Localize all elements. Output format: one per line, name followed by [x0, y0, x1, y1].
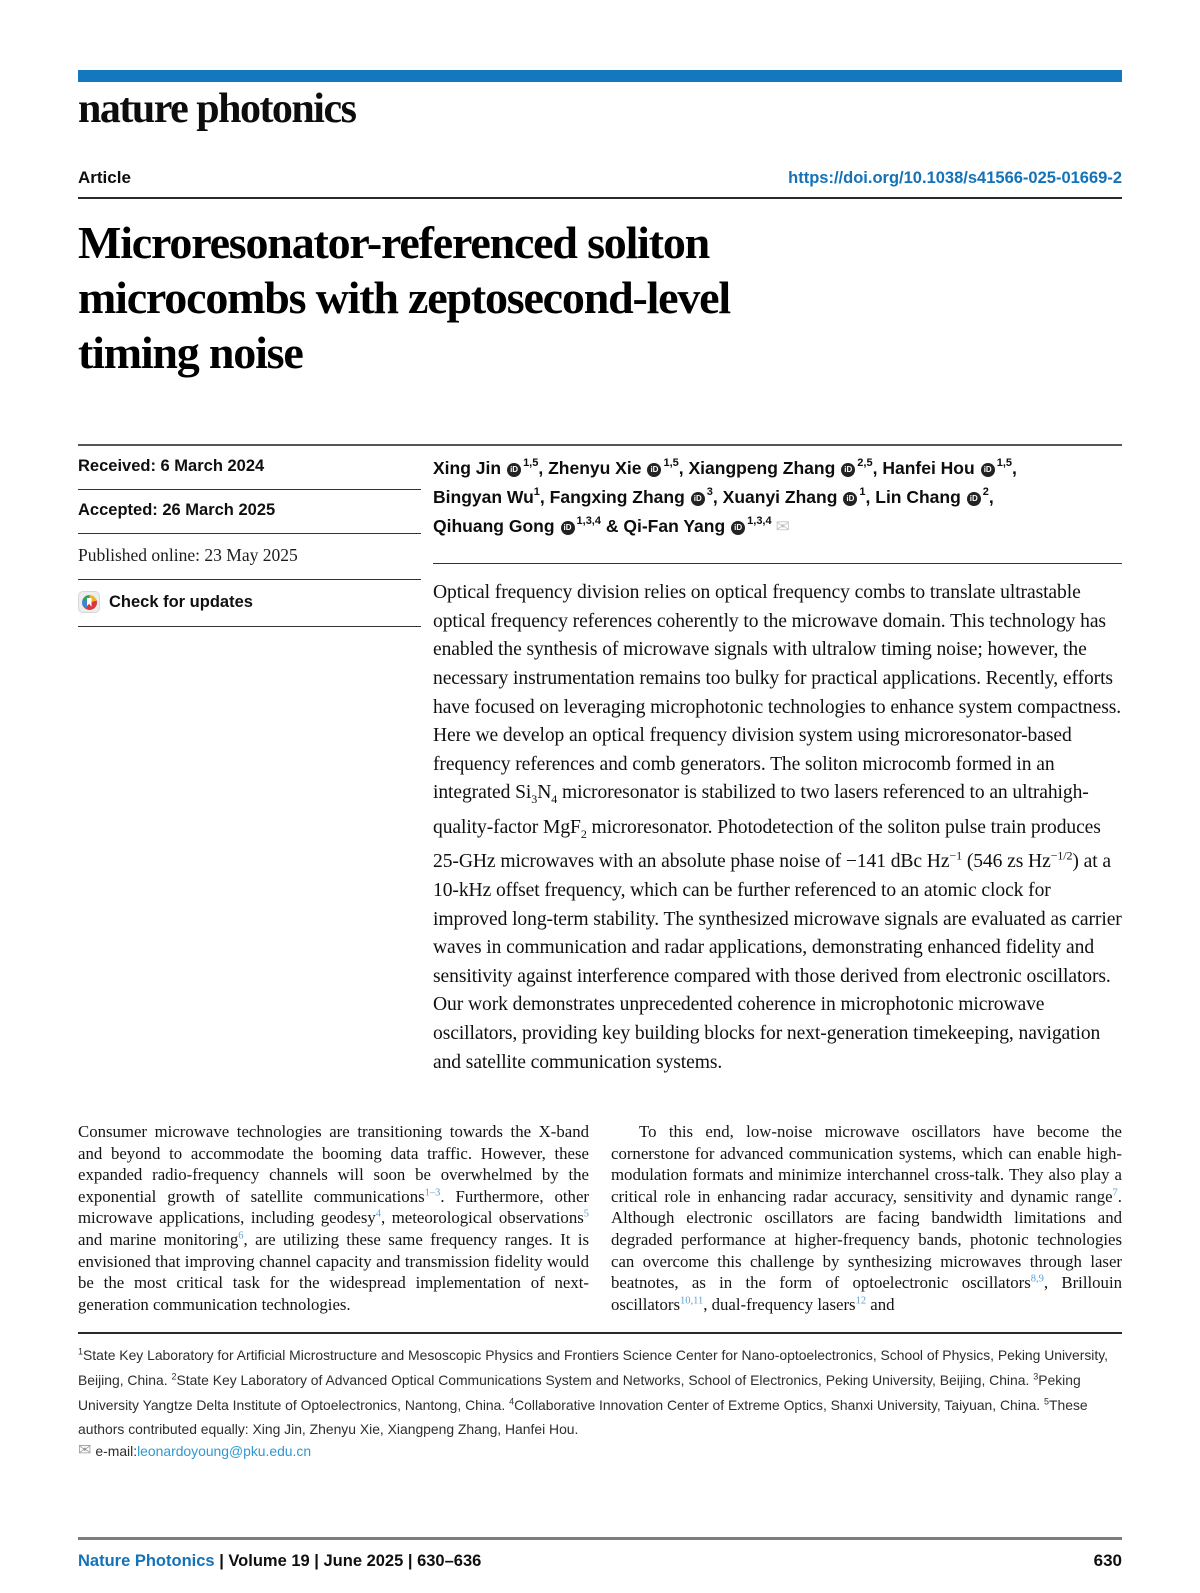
- subscript: 4: [551, 792, 558, 807]
- doi-link[interactable]: https://doi.org/10.1038/s41566-025-01669-2: [788, 169, 1122, 188]
- author-list: [433, 446, 1122, 541]
- email-line: [78, 1443, 1122, 1459]
- affiliation-superscript: 1: [859, 486, 866, 499]
- orcid-icon[interactable]: iD: [841, 463, 855, 477]
- envelope-icon: ✉: [78, 1441, 92, 1459]
- author-line: Bingyan Wu$^1$, Fangxing Zhang $iD^3$, Xuanyi Zhang $iD^1$, Lin Chang $iD^2$,: [433, 486, 994, 508]
- subscript: 2: [580, 826, 587, 841]
- affiliation-superscript: 1,3,4: [576, 515, 601, 528]
- body-text-columns: [78, 1121, 1122, 1315]
- superscript: 5: [1044, 1396, 1050, 1406]
- subscript: 3: [531, 792, 538, 807]
- authors-abstract-column: [433, 446, 1122, 1077]
- affiliations-text: $^1$State Key Laboratory for Artificial Microstructure and Mesoscopic Physics and Frontiers Science Center for Nano-optoelectronics, School of Physics, Peking University, Beijing, China. $^2$State Key Laboratory of Advanced Optical Communications System and Networks, School of Electronics, Peking University, Beijing, China. $^3$Peking University Yangtze Delta Institute of Optoelectronics, Nantong, China. $^4$Collaborative Innovation Center of Extreme Optics, Shanxi University, Taiyuan, China. $^5$These authors contributed equally: Xing Jin, Zhenyu Xie, Xiangpeng Zhang, Hanfei Hou.: [78, 1346, 1109, 1438]
- article-header-row: [78, 168, 1122, 188]
- affiliation-superscript: 1,5: [996, 457, 1012, 470]
- author-line: Qihuang Gong iD$^{1,3,4}$ & Qi-Fan Yang iD$^{1,3,4}$ ✉: [433, 515, 790, 537]
- affiliation-superscript: 2,5: [857, 457, 873, 470]
- superscript: −1: [949, 848, 963, 863]
- info-section: [78, 446, 1122, 1077]
- affiliation-superscript: 2: [982, 486, 989, 499]
- abstract-text: Optical frequency division relies on optical frequency combs to translate ultrastable optical frequency references coherently to the microwave domain. This technology has enabled the synthesis of microwave signals with ultralow timing noise; however, the necessary instrumentation remains too bulky for practical applications. Recently, efforts have focused on leveraging microphotonic technologies to enhance system compactness. Here we develop an optical frequency division system using microresonator-based frequency references and comb generators. The soliton microcomb formed in an integrated $Si_3N_4$ microresonator is stabilized to two lasers referenced to an ultrahigh-quality-factor MgF$_2$ microresonator. Photodetection of the soliton pulse train produces 25-GHz microwaves with an absolute phase noise of −141 dBc $Hz^{-1}$ (546 zs $Hz^{-1/2}$) at a 10-kHz offset frequency, which can be further referenced to an atomic clock for improved long-term stability. The synthesized microwave signals are evaluated as carrier waves in communication and radar applications, demonstrating enhanced fidelity and sensitivity against interference compared with those derived from electronic oscillators. Our work demonstrates unprecedented coherence in microphotonic microwave oscillators, providing key building blocks for next-generation timekeeping, navigation and satellite communication systems.: [433, 582, 1122, 1073]
- citation-ref[interactable]: 12: [855, 1295, 867, 1307]
- received-date: Received: 6 March 2024: [78, 446, 421, 490]
- body-column-right: To this end, low-noise microwave oscillators have become the cornerstone for advanced communication systems, which can enable high-modulation formats and minimize interchannel cross-talk. They also play a critical role in enhancing radar accuracy, sensitivity and dynamic range$^7$. Although electronic oscillators are facing bandwidth limitations and degraded performance at higher-frequency bands, photonic technologies can overcome this challenge by synthesizing microwaves through laser beatnotes, as in the form of optoelectronic oscillators$^{8,9}$, Brillouin oscillators$^{10,11}$, dual-frequency lasers$^{12}$ and: [611, 1122, 1123, 1314]
- header-rule: [78, 197, 1122, 199]
- citation-ref[interactable]: 1–3: [424, 1187, 441, 1199]
- affiliation-superscript: 3: [706, 486, 713, 499]
- check-for-updates-button[interactable]: [78, 580, 421, 627]
- abstract-rule: [433, 563, 1122, 564]
- citation-ref[interactable]: 4: [375, 1208, 382, 1220]
- orcid-icon[interactable]: iD: [647, 463, 661, 477]
- affiliation-superscript: 1,3,4: [747, 515, 772, 528]
- orcid-icon[interactable]: iD: [507, 463, 521, 477]
- crossmark-icon: [78, 591, 100, 613]
- published-date: Published online: 23 May 2025: [78, 534, 421, 580]
- superscript: 3: [1033, 1371, 1039, 1382]
- citation-ref[interactable]: 5: [583, 1208, 589, 1220]
- email-label: e-mail:: [95, 1442, 138, 1459]
- orcid-icon[interactable]: iD: [967, 492, 981, 506]
- footnotes-rule: [78, 1332, 1122, 1334]
- superscript: 1: [78, 1346, 84, 1357]
- paper-title: Microresonator-referenced soliton microcombs with zeptosecond-level timing noise: [78, 217, 730, 379]
- superscript: 2: [171, 1371, 177, 1382]
- email-link[interactable]: leonardoyoung@pku.edu.cn: [137, 1442, 312, 1459]
- author-line: Xing Jin iD$^{1,5}$, Zhenyu Xie iD$^{1,5}$, Xiangpeng Zhang iD$^{2,5}$, Hanfei Hou iD$^{1,5}$,: [433, 457, 1017, 479]
- orcid-icon[interactable]: iD: [843, 492, 857, 506]
- check-for-updates-label: Check for updates: [109, 592, 253, 611]
- brand-color-bar: [78, 70, 1122, 82]
- body-column-left: Consumer microwave technologies are transitioning towards the X-band and beyond to accommodate the booming data traffic. However, these expanded radio-frequency channels will soon be overwhelmed by the exponential growth of satellite communications$^{1-3}$. Furthermore, other microwave applications, including geodesy$^4$, meteorological observations$^5$ and marine monitoring$^6$, are utilizing these same frequency ranges. It is envisioned that improving channel capacity and transmission fidelity would be the most critical task for the widespread implementation of next-generation communication technologies.: [78, 1122, 590, 1314]
- page-number: 630: [1093, 1551, 1122, 1570]
- orcid-icon[interactable]: iD: [981, 463, 995, 477]
- orcid-icon[interactable]: iD: [731, 521, 745, 535]
- affiliation-superscript: 1: [533, 486, 540, 499]
- footer-journal-link[interactable]: Nature Photonics: [78, 1552, 215, 1570]
- meta-column: [78, 446, 421, 1077]
- footer-volume-info: | Volume 19 | June 2025 | 630–636: [214, 1552, 482, 1570]
- citation-ref[interactable]: 7: [1112, 1187, 1118, 1199]
- journal-logo: nature photonics: [78, 86, 356, 132]
- superscript: −1/2: [1050, 848, 1073, 863]
- corresponding-author-envelope-icon[interactable]: ✉: [775, 517, 790, 537]
- citation-ref[interactable]: 8,9: [1030, 1273, 1044, 1285]
- superscript: 4: [509, 1396, 515, 1406]
- footnotes-section: [78, 1332, 1122, 1458]
- citation-line: [78, 1552, 481, 1571]
- affiliation-superscript: 1,5: [663, 457, 679, 470]
- footer-rule: [78, 1537, 1122, 1540]
- orcid-icon[interactable]: iD: [561, 521, 575, 535]
- citation-ref[interactable]: 10,11: [679, 1295, 704, 1307]
- accepted-date: Accepted: 26 March 2025: [78, 490, 421, 534]
- page-footer: [78, 1537, 1122, 1593]
- orcid-icon[interactable]: iD: [691, 492, 705, 506]
- article-type-label: Article: [78, 168, 131, 188]
- affiliation-superscript: 1,5: [523, 457, 539, 470]
- citation-ref[interactable]: 6: [238, 1230, 244, 1242]
